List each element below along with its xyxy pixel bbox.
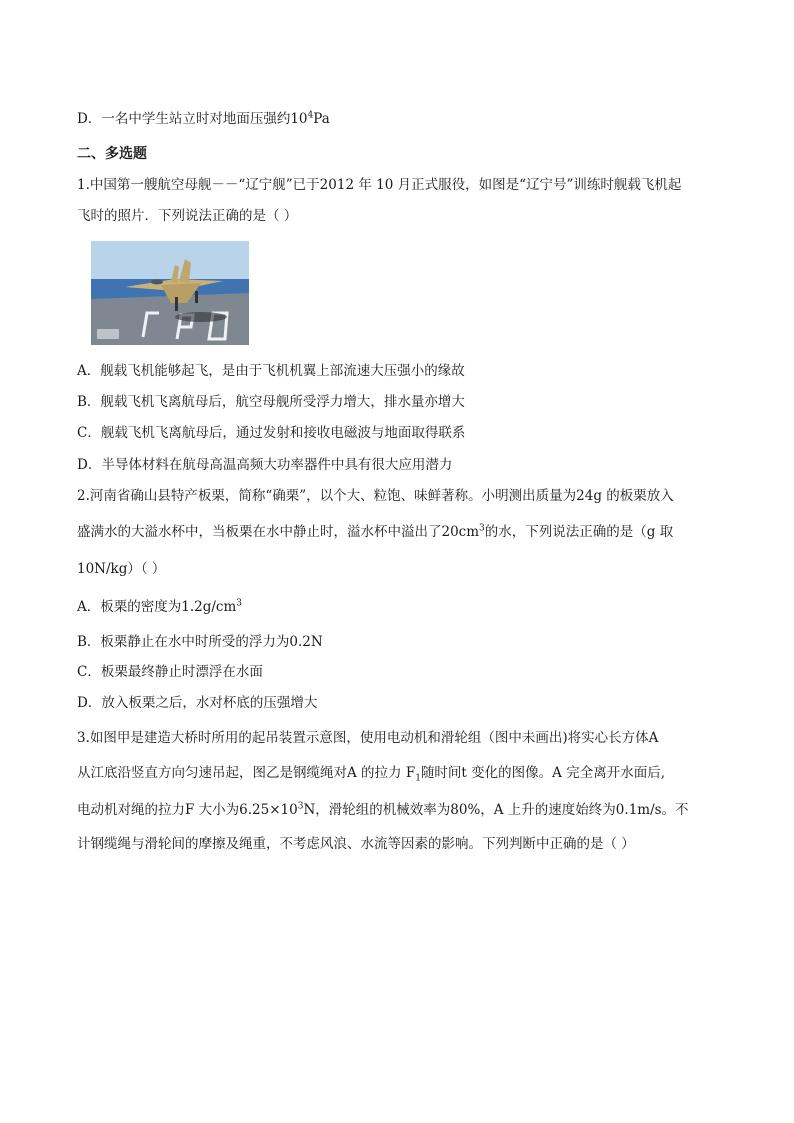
q2-option-b: B．板栗静止在水中时所受的浮力为0.2N	[77, 634, 323, 650]
exponent: 3	[236, 598, 243, 609]
q3-stem-line3	[77, 800, 689, 820]
q3-stem-line4: 计钢缆绳与滑轮间的摩擦及绳重，不考虑风浪、水流等因素的影响。下列判断中正确的是（ ）	[77, 836, 635, 852]
q2-stem-line3: 10N/kg）（ ）	[77, 561, 166, 577]
exponent: 4	[307, 110, 314, 121]
q1-stem-line2: 飞时的照片．下列说法正确的是（ ）	[77, 208, 298, 224]
q3-stem-line2	[77, 763, 665, 783]
q2-stem-line2	[77, 522, 673, 542]
unit: Pa	[313, 111, 330, 127]
watermark-stamp	[97, 329, 119, 339]
q3-stem-line1: 3.如图甲是建造大桥时所用的起吊装置示意图，使用电动机和滑轮组（图中未画出)将实心长方体A	[77, 730, 659, 746]
q2-option-d: D．放入板栗之后，水对杯底的压强增大	[77, 695, 318, 711]
text: 的水，下列说法正确的是（g 取	[484, 524, 674, 540]
jet-shadow	[175, 312, 227, 322]
subscript: 1	[415, 773, 421, 784]
text: N，滑轮组的机械效率为80%，A 上升的速度始终为0.1m/s。不	[303, 802, 689, 818]
q2-option-c: C．板栗最终静止时漂浮在水面	[77, 664, 263, 680]
text: A．板栗的密度为1.2g/cm	[77, 599, 237, 615]
q1-option-c: C．舰载飞机飞离航母后，通过发射和接收电磁波与地面取得联系	[77, 425, 466, 441]
text: 随时间t 变化的图像。A 完全离开水面后,	[420, 765, 665, 781]
q2-stem-line1: 2.河南省确山县特产板栗，简称“确栗”，以个大、粒饱、味鲜著称。小明测出质量为24g 的板栗放入	[77, 488, 674, 504]
q1-option-b: B．舰载飞机飞离航母后，航空母舰所受浮力增大，排水量亦增大	[77, 394, 465, 410]
q1-stem-line1: 1.中国第一艘航空母舰－－“辽宁舰”已于2012 年 10 月正式服役，如图是“辽宁号”训练时舰载飞机起	[77, 177, 682, 193]
option-text: 一名中学生站立时对地面压强约10	[101, 111, 308, 127]
text: 电动机对绳的拉力F 大小为6.25×10	[77, 802, 298, 818]
exponent: 3	[297, 801, 304, 812]
section-title: 二、多选题	[77, 146, 147, 162]
q1-option-a: A．舰载飞机能够起飞，是由于飞机机翼上部流速大压强小的缘故	[77, 363, 465, 379]
sky	[91, 241, 249, 285]
text: 盛满水的大溢水杯中，当板栗在水中静止时，溢水杯中溢出了20cm	[77, 524, 480, 540]
option-label: D．	[77, 111, 102, 127]
carrier-jet-illustration	[91, 241, 249, 345]
q2-option-a	[77, 597, 242, 617]
carrier-jet-photo	[91, 241, 249, 345]
prev-option-d	[77, 109, 330, 129]
exponent: 3	[479, 523, 485, 534]
text: 从江底沿竖直方向匀速吊起，图乙是钢缆绳对A 的拉力 F	[77, 765, 416, 781]
q1-option-d: D．半导体材料在航母高温高频大功率器件中具有很大应用潜力	[77, 457, 453, 473]
